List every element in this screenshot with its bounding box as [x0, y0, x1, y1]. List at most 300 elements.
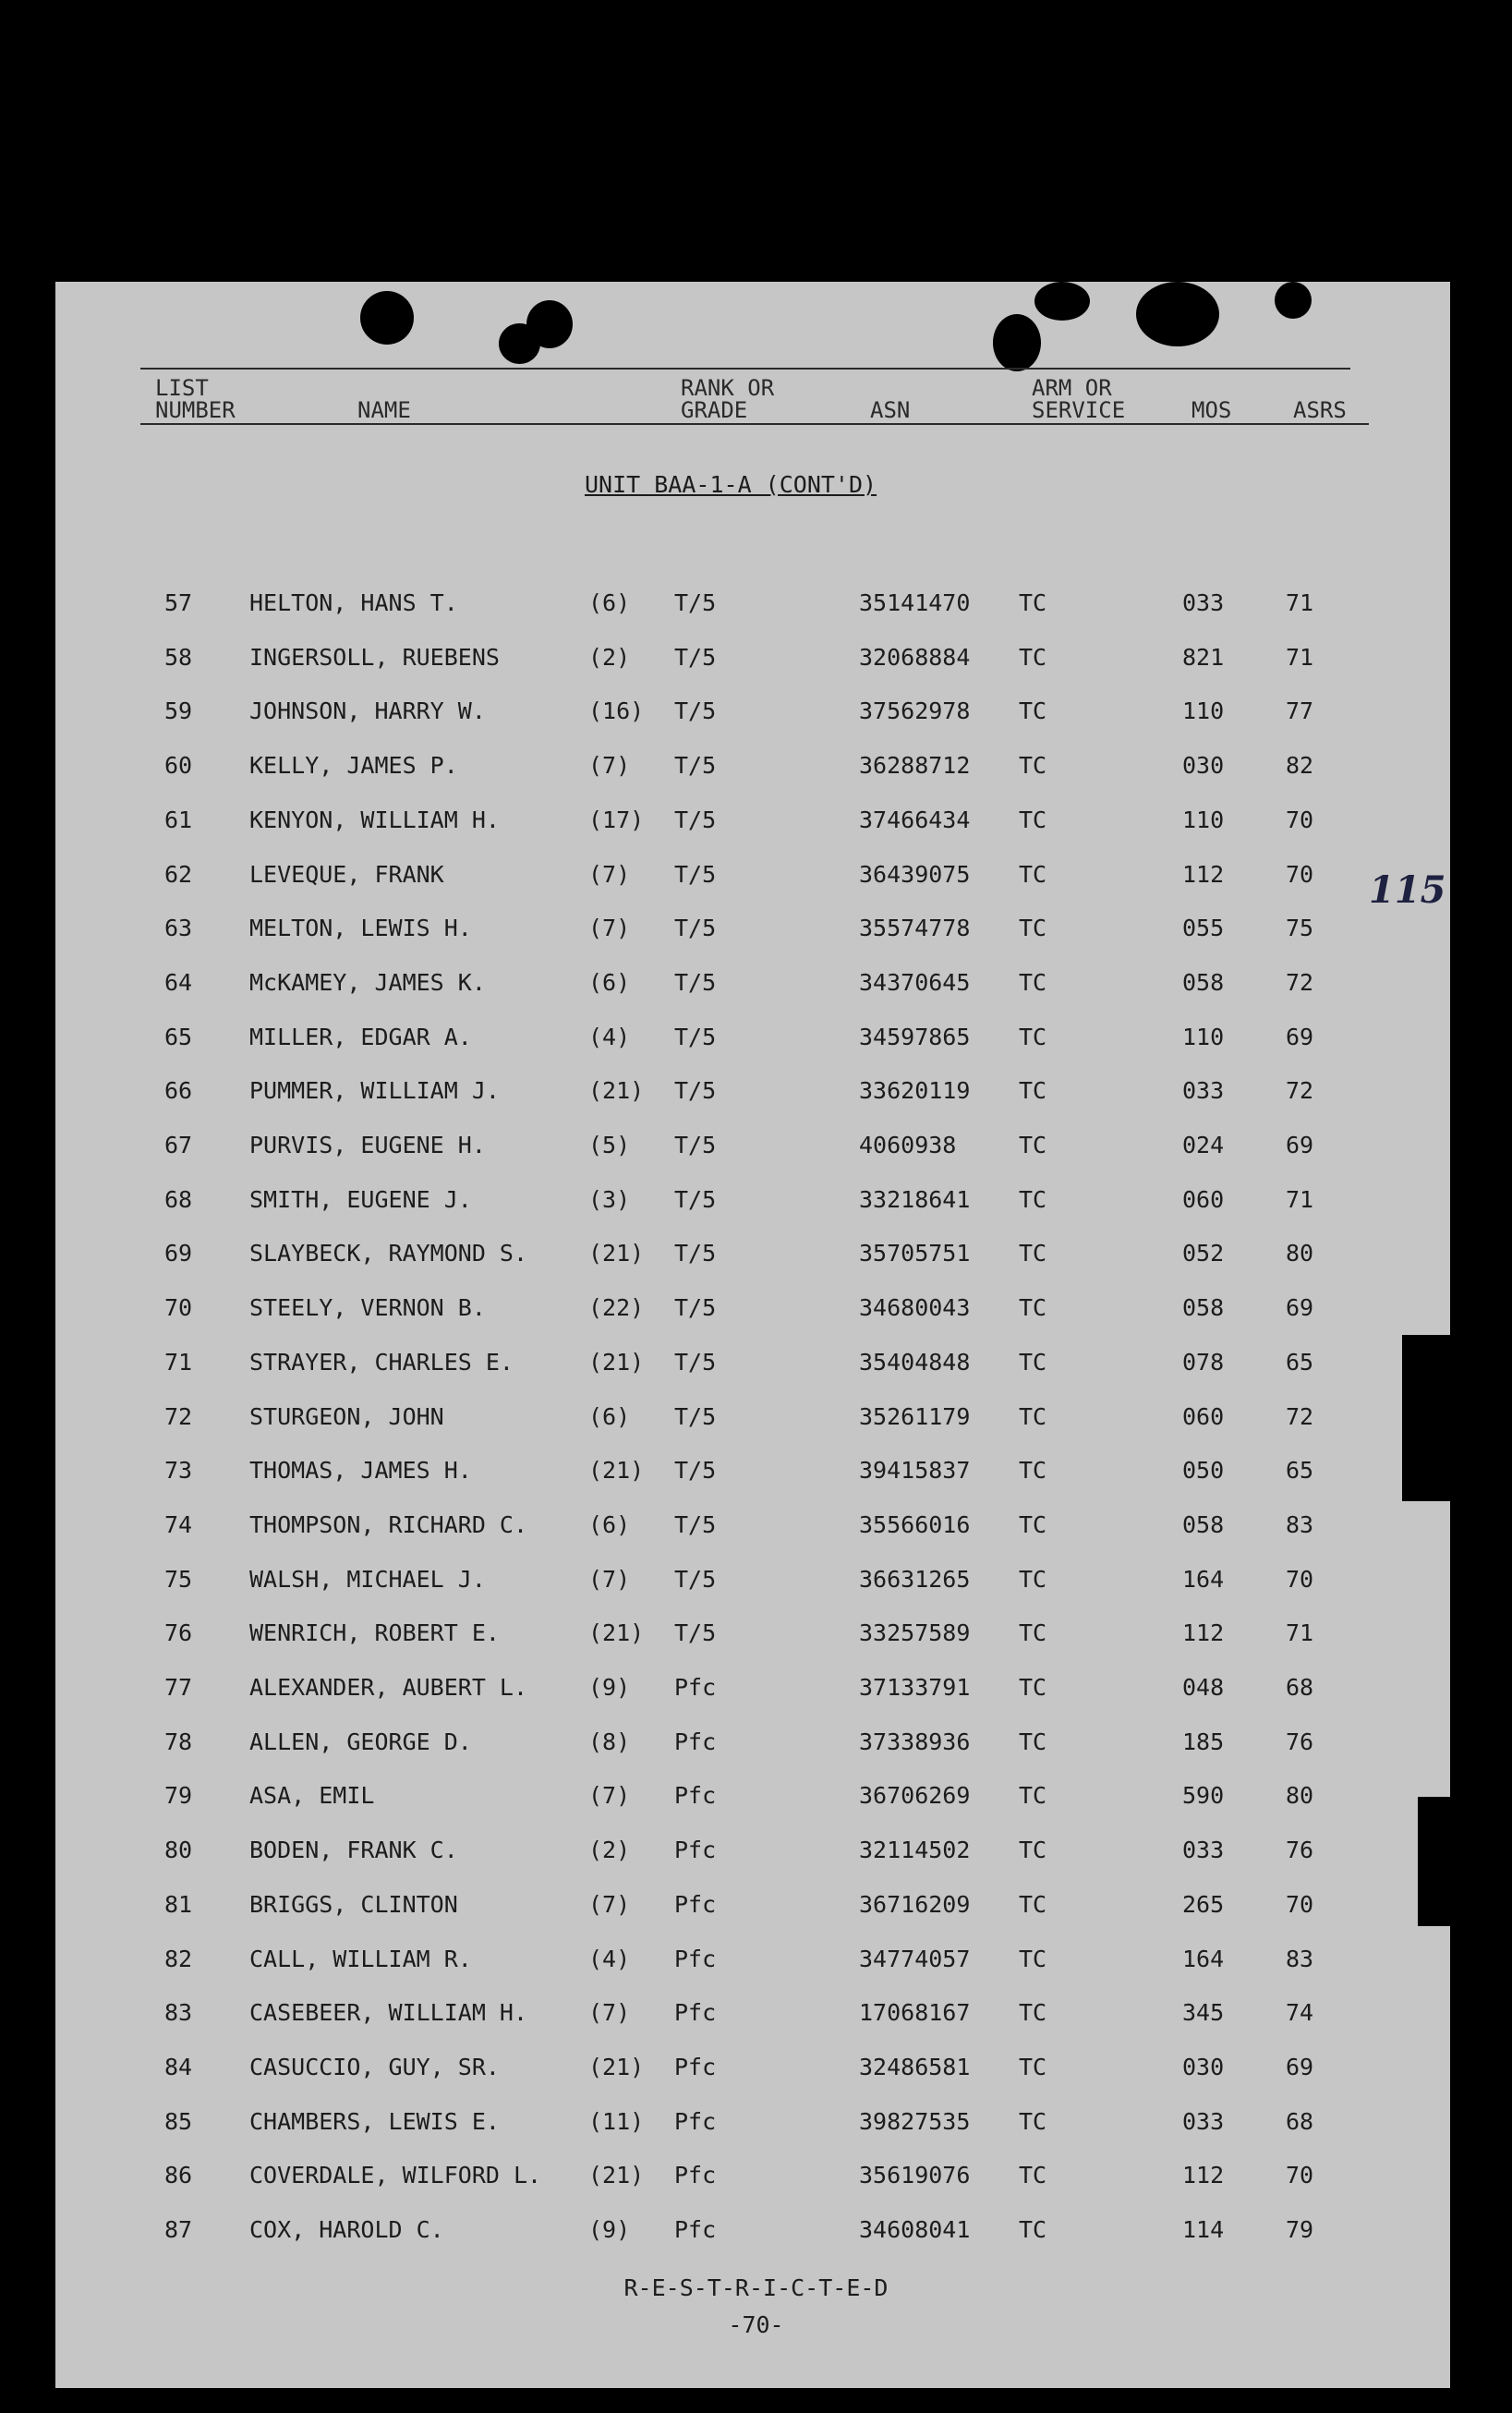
table-row	[0, 1349, 1395, 1386]
rank: Pfc	[674, 1891, 717, 1918]
punch-hole	[1275, 282, 1312, 319]
header-asrs: ASRS	[1293, 397, 1347, 423]
asn: 35261179	[859, 1403, 971, 1430]
asrs: 75	[1286, 915, 1314, 941]
soldier-name: THOMPSON, RICHARD C.	[249, 1511, 528, 1538]
asn: 4060938	[859, 1132, 957, 1158]
soldier-name: KENYON, WILLIAM H.	[249, 806, 500, 833]
asn: 36716209	[859, 1891, 971, 1918]
code: (4)	[588, 1024, 631, 1050]
asrs: 70	[1286, 806, 1314, 833]
table-row	[0, 1674, 1395, 1711]
asn: 37338936	[859, 1728, 971, 1755]
list-number: 75	[164, 1566, 193, 1593]
code: (6)	[588, 1403, 631, 1430]
mos: 033	[1182, 589, 1225, 616]
arm-or-service: TC	[1019, 1946, 1047, 1972]
asrs: 83	[1286, 1511, 1314, 1538]
code: (7)	[588, 1999, 631, 2026]
table-row	[0, 1999, 1395, 2036]
list-number: 69	[164, 1240, 193, 1267]
rank: T/5	[674, 806, 717, 833]
mos: 033	[1182, 1837, 1225, 1863]
soldier-name: CALL, WILLIAM R.	[249, 1946, 472, 1972]
mos: 185	[1182, 1728, 1225, 1755]
list-number: 84	[164, 2054, 193, 2080]
soldier-name: INGERSOLL, RUEBENS	[249, 644, 500, 671]
soldier-name: LEVEQUE, FRANK	[249, 861, 444, 888]
rank: T/5	[674, 1186, 717, 1213]
list-number: 78	[164, 1728, 193, 1755]
arm-or-service: TC	[1019, 2216, 1047, 2243]
asrs: 68	[1286, 2108, 1314, 2135]
code: (21)	[588, 1240, 645, 1267]
punch-hole	[993, 314, 1041, 371]
soldier-name: COX, HAROLD C.	[249, 2216, 444, 2243]
mos: 345	[1182, 1999, 1225, 2026]
punch-hole	[1034, 282, 1090, 321]
code: (17)	[588, 806, 645, 833]
table-row	[0, 1782, 1395, 1819]
mos: 821	[1182, 644, 1225, 671]
punch-hole	[1136, 282, 1219, 346]
mos: 110	[1182, 806, 1225, 833]
code: (9)	[588, 2216, 631, 2243]
code: (6)	[588, 969, 631, 996]
soldier-name: MELTON, LEWIS H.	[249, 915, 472, 941]
asrs: 70	[1286, 1891, 1314, 1918]
header-asn: ASN	[870, 397, 911, 423]
list-number: 60	[164, 752, 193, 779]
mos: 052	[1182, 1240, 1225, 1267]
table-row	[0, 1240, 1395, 1277]
code: (7)	[588, 752, 631, 779]
table-row	[0, 1186, 1395, 1223]
rank: T/5	[674, 1457, 717, 1484]
rank: T/5	[674, 1619, 717, 1646]
soldier-name: STRAYER, CHARLES E.	[249, 1349, 514, 1376]
torn-edge	[1418, 1797, 1450, 1926]
asn: 34774057	[859, 1946, 971, 1972]
asrs: 71	[1286, 589, 1314, 616]
list-number: 67	[164, 1132, 193, 1158]
soldier-name: MILLER, EDGAR A.	[249, 1024, 472, 1050]
code: (6)	[588, 589, 631, 616]
table-row	[0, 806, 1395, 843]
table-row	[0, 644, 1395, 681]
rank: T/5	[674, 915, 717, 941]
page-number: -70-	[728, 2311, 784, 2338]
soldier-name: BRIGGS, CLINTON	[249, 1891, 458, 1918]
soldier-name: BODEN, FRANK C.	[249, 1837, 458, 1863]
asn: 32114502	[859, 1837, 971, 1863]
table-row	[0, 589, 1395, 626]
table-row	[0, 1077, 1395, 1114]
rank: T/5	[674, 1403, 717, 1430]
list-number: 83	[164, 1999, 193, 2026]
arm-or-service: TC	[1019, 1782, 1047, 1809]
rank: Pfc	[674, 2216, 717, 2243]
asrs: 65	[1286, 1457, 1314, 1484]
code: (22)	[588, 1294, 645, 1321]
table-row	[0, 697, 1395, 734]
arm-or-service: TC	[1019, 969, 1047, 996]
soldier-name: PUMMER, WILLIAM J.	[249, 1077, 500, 1104]
arm-or-service: TC	[1019, 915, 1047, 941]
asrs: 72	[1286, 969, 1314, 996]
rank: T/5	[674, 589, 717, 616]
asn: 36631265	[859, 1566, 971, 1593]
mos: 024	[1182, 1132, 1225, 1158]
mos: 114	[1182, 2216, 1225, 2243]
rank: T/5	[674, 1077, 717, 1104]
list-number: 66	[164, 1077, 193, 1104]
asn: 17068167	[859, 1999, 971, 2026]
asrs: 76	[1286, 1837, 1314, 1863]
arm-or-service: TC	[1019, 1891, 1047, 1918]
asrs: 69	[1286, 1132, 1314, 1158]
arm-or-service: TC	[1019, 2054, 1047, 2080]
asrs: 70	[1286, 2162, 1314, 2189]
soldier-name: WENRICH, ROBERT E.	[249, 1619, 500, 1646]
code: (21)	[588, 1077, 645, 1104]
asrs: 70	[1286, 861, 1314, 888]
code: (7)	[588, 861, 631, 888]
arm-or-service: TC	[1019, 1240, 1047, 1267]
asn: 37133791	[859, 1674, 971, 1701]
mos: 048	[1182, 1674, 1225, 1701]
soldier-name: SMITH, EUGENE J.	[249, 1186, 472, 1213]
asn: 34680043	[859, 1294, 971, 1321]
asn: 35141470	[859, 589, 971, 616]
list-number: 57	[164, 589, 193, 616]
soldier-name: SLAYBECK, RAYMOND S.	[249, 1240, 528, 1267]
soldier-name: HELTON, HANS T.	[249, 589, 458, 616]
table-row	[0, 915, 1395, 952]
rank: T/5	[674, 969, 717, 996]
table-row	[0, 861, 1395, 898]
mos: 590	[1182, 1782, 1225, 1809]
table-row	[0, 1403, 1395, 1440]
table-row	[0, 2216, 1395, 2253]
table-row	[0, 1132, 1395, 1169]
mos: 033	[1182, 2108, 1225, 2135]
mos: 030	[1182, 752, 1225, 779]
code: (2)	[588, 1837, 631, 1863]
soldier-name: ALEXANDER, AUBERT L.	[249, 1674, 528, 1701]
soldier-name: CHAMBERS, LEWIS E.	[249, 2108, 500, 2135]
list-number: 62	[164, 861, 193, 888]
table-row	[0, 1024, 1395, 1061]
soldier-name: WALSH, MICHAEL J.	[249, 1566, 486, 1593]
arm-or-service: TC	[1019, 1294, 1047, 1321]
soldier-name: STURGEON, JOHN	[249, 1403, 444, 1430]
asn: 36439075	[859, 861, 971, 888]
punch-hole	[360, 291, 414, 345]
list-number: 80	[164, 1837, 193, 1863]
soldier-name: CASUCCIO, GUY, SR.	[249, 2054, 500, 2080]
mos: 164	[1182, 1566, 1225, 1593]
soldier-name: ALLEN, GEORGE D.	[249, 1728, 472, 1755]
list-number: 79	[164, 1782, 193, 1809]
code: (7)	[588, 1782, 631, 1809]
punch-hole	[499, 323, 540, 364]
rank: T/5	[674, 1511, 717, 1538]
list-number: 87	[164, 2216, 193, 2243]
table-row	[0, 1891, 1395, 1928]
header-rank: RANK OR GRADE	[681, 375, 775, 423]
rank: T/5	[674, 1349, 717, 1376]
asn: 37562978	[859, 697, 971, 724]
arm-or-service: TC	[1019, 1674, 1047, 1701]
mos: 030	[1182, 2054, 1225, 2080]
arm-or-service: TC	[1019, 1349, 1047, 1376]
list-number: 59	[164, 697, 193, 724]
asrs: 72	[1286, 1077, 1314, 1104]
arm-or-service: TC	[1019, 1728, 1047, 1755]
asrs: 82	[1286, 752, 1314, 779]
table-row	[0, 1294, 1395, 1331]
list-number: 73	[164, 1457, 193, 1484]
asn: 32486581	[859, 2054, 971, 2080]
handwritten-page-number: 115	[1369, 868, 1446, 912]
mos: 058	[1182, 1511, 1225, 1538]
header-list-number: LIST NUMBER	[155, 375, 236, 423]
mos: 033	[1182, 1077, 1225, 1104]
soldier-name: COVERDALE, WILFORD L.	[249, 2162, 542, 2189]
asrs: 69	[1286, 2054, 1314, 2080]
list-number: 74	[164, 1511, 193, 1538]
rank: Pfc	[674, 1946, 717, 1972]
table-row	[0, 1457, 1395, 1494]
arm-or-service: TC	[1019, 2162, 1047, 2189]
asn: 35705751	[859, 1240, 971, 1267]
code: (21)	[588, 1349, 645, 1376]
table-row	[0, 1728, 1395, 1765]
asn: 35404848	[859, 1349, 971, 1376]
list-number: 76	[164, 1619, 193, 1646]
code: (7)	[588, 1891, 631, 1918]
asn: 39827535	[859, 2108, 971, 2135]
arm-or-service: TC	[1019, 1077, 1047, 1104]
arm-or-service: TC	[1019, 589, 1047, 616]
code: (7)	[588, 915, 631, 941]
list-number: 58	[164, 644, 193, 671]
mos: 078	[1182, 1349, 1225, 1376]
code: (2)	[588, 644, 631, 671]
asrs: 69	[1286, 1024, 1314, 1050]
arm-or-service: TC	[1019, 1999, 1047, 2026]
table-row	[0, 752, 1395, 789]
mos: 110	[1182, 697, 1225, 724]
asrs: 71	[1286, 644, 1314, 671]
list-number: 64	[164, 969, 193, 996]
soldier-name: THOMAS, JAMES H.	[249, 1457, 472, 1484]
mos: 058	[1182, 1294, 1225, 1321]
asrs: 79	[1286, 2216, 1314, 2243]
asn: 33620119	[859, 1077, 971, 1104]
arm-or-service: TC	[1019, 1186, 1047, 1213]
table-row	[0, 1511, 1395, 1548]
soldier-name: CASEBEER, WILLIAM H.	[249, 1999, 528, 2026]
rank: T/5	[674, 697, 717, 724]
mos: 060	[1182, 1186, 1225, 1213]
list-number: 77	[164, 1674, 193, 1701]
table-row	[0, 1566, 1395, 1603]
arm-or-service: TC	[1019, 1403, 1047, 1430]
rank: T/5	[674, 752, 717, 779]
soldier-name: PURVIS, EUGENE H.	[249, 1132, 486, 1158]
table-row	[0, 2108, 1395, 2145]
restricted-label: R-E-S-T-R-I-C-T-E-D	[623, 2274, 889, 2301]
list-number: 63	[164, 915, 193, 941]
code: (3)	[588, 1186, 631, 1213]
asrs: 70	[1286, 1566, 1314, 1593]
list-number: 72	[164, 1403, 193, 1430]
list-number: 70	[164, 1294, 193, 1321]
rank: T/5	[674, 644, 717, 671]
mos: 055	[1182, 915, 1225, 941]
asrs: 76	[1286, 1728, 1314, 1755]
rank: Pfc	[674, 2054, 717, 2080]
mos: 058	[1182, 969, 1225, 996]
unit-title: UNIT BAA-1-A (CONT'D)	[585, 471, 877, 498]
arm-or-service: TC	[1019, 752, 1047, 779]
arm-or-service: TC	[1019, 644, 1047, 671]
code: (21)	[588, 2054, 645, 2080]
code: (5)	[588, 1132, 631, 1158]
asrs: 83	[1286, 1946, 1314, 1972]
asn: 33218641	[859, 1186, 971, 1213]
mos: 060	[1182, 1403, 1225, 1430]
asrs: 80	[1286, 1782, 1314, 1809]
code: (9)	[588, 1674, 631, 1701]
arm-or-service: TC	[1019, 1024, 1047, 1050]
header-rule-top	[140, 368, 1350, 370]
mos: 265	[1182, 1891, 1225, 1918]
list-number: 65	[164, 1024, 193, 1050]
header-name: NAME	[357, 397, 411, 423]
code: (7)	[588, 1566, 631, 1593]
asn: 39415837	[859, 1457, 971, 1484]
soldier-name: STEELY, VERNON B.	[249, 1294, 486, 1321]
asrs: 71	[1286, 1619, 1314, 1646]
rank: Pfc	[674, 1674, 717, 1701]
rank: T/5	[674, 1132, 717, 1158]
table-row	[0, 1619, 1395, 1656]
asrs: 74	[1286, 1999, 1314, 2026]
soldier-name: JOHNSON, HARRY W.	[249, 697, 486, 724]
arm-or-service: TC	[1019, 806, 1047, 833]
list-number: 85	[164, 2108, 193, 2135]
arm-or-service: TC	[1019, 697, 1047, 724]
rank: Pfc	[674, 1782, 717, 1809]
torn-edge	[1402, 1335, 1450, 1501]
asn: 33257589	[859, 1619, 971, 1646]
mos: 112	[1182, 861, 1225, 888]
mos: 110	[1182, 1024, 1225, 1050]
code: (6)	[588, 1511, 631, 1538]
asn: 34608041	[859, 2216, 971, 2243]
asrs: 68	[1286, 1674, 1314, 1701]
list-number: 61	[164, 806, 193, 833]
header-rule-bottom	[140, 423, 1369, 425]
asrs: 69	[1286, 1294, 1314, 1321]
asrs: 72	[1286, 1403, 1314, 1430]
asn: 36288712	[859, 752, 971, 779]
table-row	[0, 2054, 1395, 2091]
rank: Pfc	[674, 1837, 717, 1863]
arm-or-service: TC	[1019, 1132, 1047, 1158]
asrs: 77	[1286, 697, 1314, 724]
arm-or-service: TC	[1019, 1619, 1047, 1646]
rank: T/5	[674, 861, 717, 888]
table-row	[0, 1837, 1395, 1873]
code: (16)	[588, 697, 645, 724]
list-number: 68	[164, 1186, 193, 1213]
header-arm: ARM OR SERVICE	[1032, 375, 1126, 423]
list-number: 81	[164, 1891, 193, 1918]
asrs: 65	[1286, 1349, 1314, 1376]
rank: T/5	[674, 1566, 717, 1593]
soldier-name: ASA, EMIL	[249, 1782, 375, 1809]
arm-or-service: TC	[1019, 1511, 1047, 1538]
list-number: 82	[164, 1946, 193, 1972]
table-row	[0, 1946, 1395, 1983]
header-mos: MOS	[1191, 397, 1232, 423]
list-number: 71	[164, 1349, 193, 1376]
rank: T/5	[674, 1294, 717, 1321]
mos: 050	[1182, 1457, 1225, 1484]
asn: 37466434	[859, 806, 971, 833]
table-row	[0, 969, 1395, 1006]
soldier-name: McKAMEY, JAMES K.	[249, 969, 486, 996]
asn: 32068884	[859, 644, 971, 671]
rank: T/5	[674, 1240, 717, 1267]
asrs: 71	[1286, 1186, 1314, 1213]
code: (11)	[588, 2108, 645, 2135]
arm-or-service: TC	[1019, 1457, 1047, 1484]
asn: 36706269	[859, 1782, 971, 1809]
rank: Pfc	[674, 2162, 717, 2189]
code: (21)	[588, 1457, 645, 1484]
mos: 112	[1182, 2162, 1225, 2189]
code: (4)	[588, 1946, 631, 1972]
rank: Pfc	[674, 1728, 717, 1755]
asn: 34370645	[859, 969, 971, 996]
mos: 112	[1182, 1619, 1225, 1646]
arm-or-service: TC	[1019, 1837, 1047, 1863]
code: (21)	[588, 1619, 645, 1646]
table-row	[0, 2162, 1395, 2199]
arm-or-service: TC	[1019, 1566, 1047, 1593]
rank: Pfc	[674, 2108, 717, 2135]
code: (21)	[588, 2162, 645, 2189]
asn: 35574778	[859, 915, 971, 941]
asn: 34597865	[859, 1024, 971, 1050]
code: (8)	[588, 1728, 631, 1755]
arm-or-service: TC	[1019, 2108, 1047, 2135]
arm-or-service: TC	[1019, 861, 1047, 888]
soldier-name: KELLY, JAMES P.	[249, 752, 458, 779]
rank: T/5	[674, 1024, 717, 1050]
mos: 164	[1182, 1946, 1225, 1972]
asn: 35619076	[859, 2162, 971, 2189]
asrs: 80	[1286, 1240, 1314, 1267]
list-number: 86	[164, 2162, 193, 2189]
rank: Pfc	[674, 1999, 717, 2026]
asn: 35566016	[859, 1511, 971, 1538]
